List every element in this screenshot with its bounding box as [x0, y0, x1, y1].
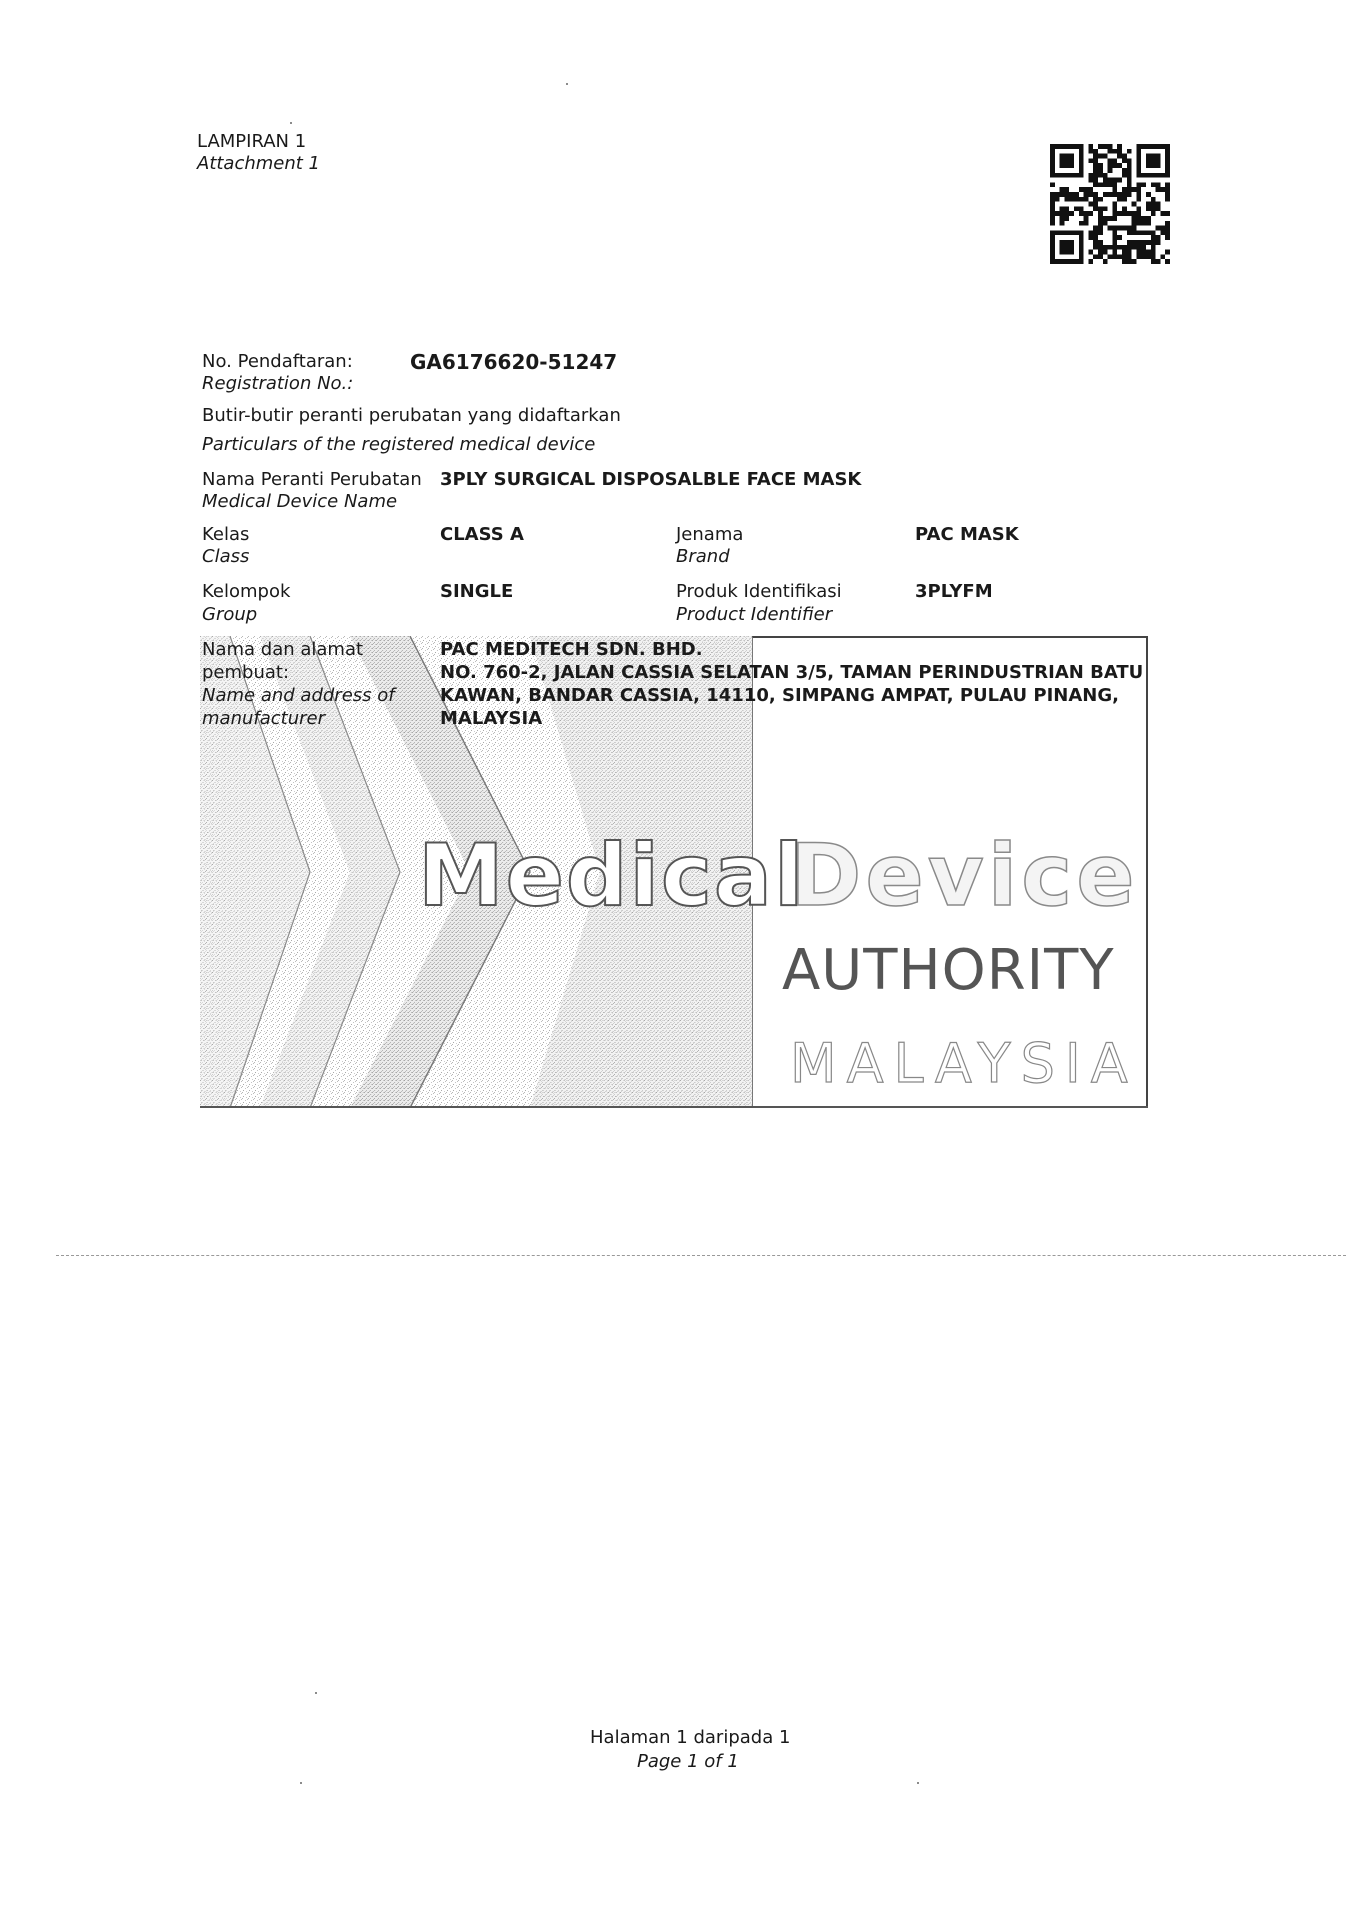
group-value: SINGLE	[440, 581, 514, 602]
page-divider	[56, 1255, 1346, 1256]
scan-speck	[566, 83, 568, 85]
scan-speck	[290, 122, 292, 124]
scan-speck	[917, 1782, 919, 1784]
brand-value: PAC MASK	[915, 524, 1019, 545]
product-identifier-label-ms: Produk Identifikasi	[676, 581, 842, 602]
manufacturer-address-line-1: NO. 760-2, JALAN CASSIA SELATAN 3/5, TAMAN PERINDUSTRIAN BATU	[440, 662, 1144, 683]
manufacturer-label-en-2: manufacturer	[202, 708, 325, 729]
qr-code-icon	[1050, 144, 1170, 264]
manufacturer-label-ms-1: Nama dan alamat	[202, 639, 364, 660]
group-label-ms: Kelompok	[202, 581, 291, 602]
device-name-label-en: Medical Device Name	[202, 491, 398, 512]
attachment-label-ms: LAMPIRAN 1	[197, 131, 307, 152]
manufacturer-address-line-2: KAWAN, BANDAR CASSIA, 14110, SIMPANG AMPAT, PULAU PINANG,	[440, 685, 1119, 706]
watermark-malaysia-text: MALAYSIA	[790, 1032, 1138, 1095]
registration-label-ms: No. Pendaftaran:	[202, 351, 353, 372]
watermark-medical-text: Medical	[418, 826, 806, 926]
manufacturer-label-ms-2: pembuat:	[202, 662, 290, 683]
class-label-en: Class	[202, 546, 250, 567]
brand-label-ms: Jenama	[676, 524, 744, 545]
manufacturer-name: PAC MEDITECH SDN. BHD.	[440, 639, 703, 660]
manufacturer-label-en-1: Name and address of	[202, 685, 395, 706]
group-label-en: Group	[202, 604, 258, 625]
class-value: CLASS A	[440, 524, 524, 545]
scan-speck	[300, 1782, 302, 1784]
particulars-heading-ms: Butir-butir peranti perubatan yang didaftarkan	[202, 405, 621, 426]
attachment-label-en: Attachment 1	[197, 153, 321, 174]
registration-label-en: Registration No.:	[202, 373, 354, 394]
device-name-label-ms: Nama Peranti Perubatan	[202, 469, 422, 490]
page-number-ms: Halaman 1 daripada 1	[590, 1727, 791, 1748]
watermark-authority-text: AUTHORITY	[782, 938, 1115, 1003]
scan-speck	[315, 1692, 317, 1694]
class-label-ms: Kelas	[202, 524, 250, 545]
device-name-value: 3PLY SURGICAL DISPOSALBLE FACE MASK	[440, 469, 862, 490]
product-identifier-value: 3PLYFM	[915, 581, 993, 602]
manufacturer-address-line-3: MALAYSIA	[440, 708, 543, 729]
product-identifier-label-en: Product Identifier	[676, 604, 833, 625]
registration-number: GA6176620-51247	[410, 350, 618, 374]
particulars-heading-en: Particulars of the registered medical device	[202, 434, 596, 455]
brand-label-en: Brand	[676, 546, 730, 567]
page-number-en: Page 1 of 1	[637, 1751, 739, 1772]
watermark-bottom-border	[200, 1106, 1148, 1108]
watermark-device-text: Device	[790, 826, 1139, 926]
